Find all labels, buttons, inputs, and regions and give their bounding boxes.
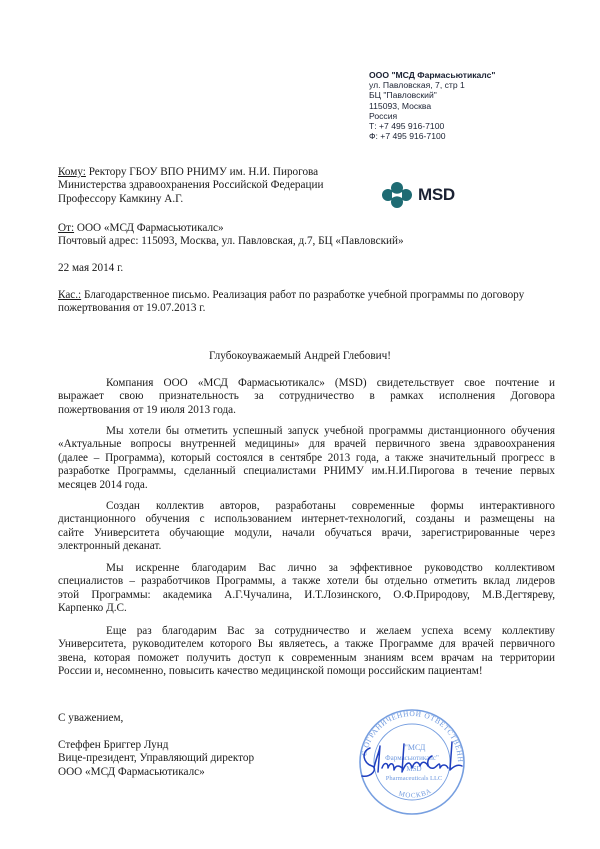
paragraph-line: (далее – Программа), который состоялся в сентябре 2013 года, а также значительный прогресс в: [58, 451, 555, 464]
salutation: Глубокоуважаемый Андрей Глебович!: [209, 350, 391, 362]
body-paragraph: [58, 500, 555, 554]
subject-line: Благодарственное письмо. Реализация работ по разработке учебной программы по договору: [81, 289, 525, 301]
sender-line: ООО «МСД Фармасьютикалс»: [74, 222, 224, 234]
stamp-center-line: Pharmaceuticals LLC: [385, 775, 443, 782]
paragraph-line: дистанционного обучения с использованием интернет-технологий, созданы и размещены на: [58, 513, 555, 526]
paragraph-line: месяцев 2014 года.: [58, 478, 148, 491]
sender-block: [58, 222, 404, 249]
paragraph-line: Еще раз благодарим Вас за сотрудничество и желаем успеха всему коллективу: [106, 625, 555, 637]
sender-phone: Т: +7 495 916-7100: [369, 121, 445, 132]
paragraph-line: звена, которая поможет получить доступ к современным знаниям всем врачам на территории: [58, 651, 555, 664]
paragraph-line: пожертвования от 19 июля 2013 года.: [58, 403, 236, 416]
subject-label: Кас.:: [58, 289, 82, 301]
paragraph-line: Карпенко Д.С.: [58, 602, 127, 615]
body-paragraph: [58, 625, 555, 679]
sender-address-line: 115093, Москва: [369, 100, 432, 111]
subject-line: пожертвования от 19.07.2013 г.: [58, 302, 206, 315]
paragraph-line: специалистов – разработчиков Программы, а также хотели бы отдельно отметить вклад лидеров: [58, 575, 555, 588]
letter-date: 22 мая 2014 г.: [58, 262, 124, 274]
sender-address-line: Россия: [369, 110, 398, 121]
sender-postal-address: Почтовый адрес: 115093, Москва, ул. Павловская, д.7, БЦ «Павловский»: [58, 235, 404, 248]
stamp-center-line: MSD: [406, 765, 422, 773]
paragraph-line: электронный деканат.: [58, 540, 162, 553]
body-paragraph: [58, 425, 555, 492]
body-paragraph: [58, 377, 555, 417]
recipient-label: Кому:: [58, 166, 86, 178]
company-stamp: [352, 708, 472, 821]
paragraph-line: Мы хотели бы отметить успешный запуск учебной программы дистанционного обучения: [106, 425, 555, 437]
subject-block: [58, 289, 524, 316]
sender-address-line: ул. Павловская, 7, стр 1: [369, 80, 465, 91]
sender-fax: Ф: +7 495 916-7100: [369, 131, 446, 142]
msd-logo-text: MSD: [418, 185, 455, 204]
closing-regards: С уважением,: [58, 712, 124, 724]
paragraph-line: Компания ООО «МСД Фармасьютикалс» (MSD) свидетельствует свое почтение и: [106, 377, 555, 389]
sender-label: От:: [58, 222, 75, 234]
recipient-line: Профессору Камкину А.Г.: [58, 192, 184, 205]
body-paragraph: [58, 562, 555, 616]
signatory-block: [58, 739, 254, 779]
recipient-block: [58, 166, 323, 206]
paragraph-line: разработке Программы, сделанный специалистами РНИМУ им.Н.И.Пирогова в течение первых: [58, 465, 555, 478]
paragraph-line: Создан коллектив авторов, разработаны современные формы интерактивного: [106, 500, 555, 512]
recipient-line: Министерства здравоохранения Российской Федерации: [58, 179, 324, 192]
signatory-name: Стеффен Бриггер Лунд: [58, 739, 169, 751]
svg-text:МОСКВА: [398, 787, 433, 800]
sender-address-line: БЦ "Павловский": [369, 90, 437, 101]
paragraph-line: Университета, руководителем которого Вы являетесь, а также Программе для врачей первичного: [58, 638, 555, 651]
signatory-company: ООО «МСД Фармасьютикалс»: [58, 765, 205, 778]
signatory-title: Вице-президент, Управляющий директор: [58, 752, 255, 765]
stamp-center-line: Фармасьютикалс": [385, 754, 439, 762]
stamp-center-line: "МСД: [404, 743, 426, 752]
sender-address-block: [369, 70, 496, 141]
paragraph-line: Мы искренне благодарим Вас лично за эффективное руководство коллективом: [106, 562, 555, 574]
paragraph-line: «Актуальные вопросы внутренней медицины» для врачей первичного звена здравоохранения: [58, 438, 555, 451]
paragraph-line: России и, несомненно, повысить качество медицинской помощи российским пациентам!: [58, 665, 483, 678]
stamp-ring-bottom: МОСКВА: [397, 786, 433, 800]
recipient-line: Ректору ГБОУ ВПО РНИМУ им. Н.И. Пирогова: [85, 166, 319, 178]
sender-org: ООО "МСД Фармасьютикалс": [369, 70, 496, 80]
paragraph-line: выражает свою признательность за сотрудничество в рамках исполнения Договора: [58, 390, 555, 403]
msd-logo: [382, 182, 455, 208]
stamp-seal-icon: [352, 708, 472, 816]
stamp-ring-top: С ОГРАНИЧЕННОЙ ОТВЕТСТВЕНН: [359, 708, 466, 763]
paragraph-line: сайте Университета обучающие модули, начали обучаться врачи, зарегистрированные через: [58, 526, 555, 539]
msd-logo-icon: [382, 182, 412, 208]
paragraph-line: этой Программы: академика А.Г.Чучалина, И.Т.Лозинского, О.Ф.Природову, М.В.Дегтяреву,: [58, 588, 555, 601]
